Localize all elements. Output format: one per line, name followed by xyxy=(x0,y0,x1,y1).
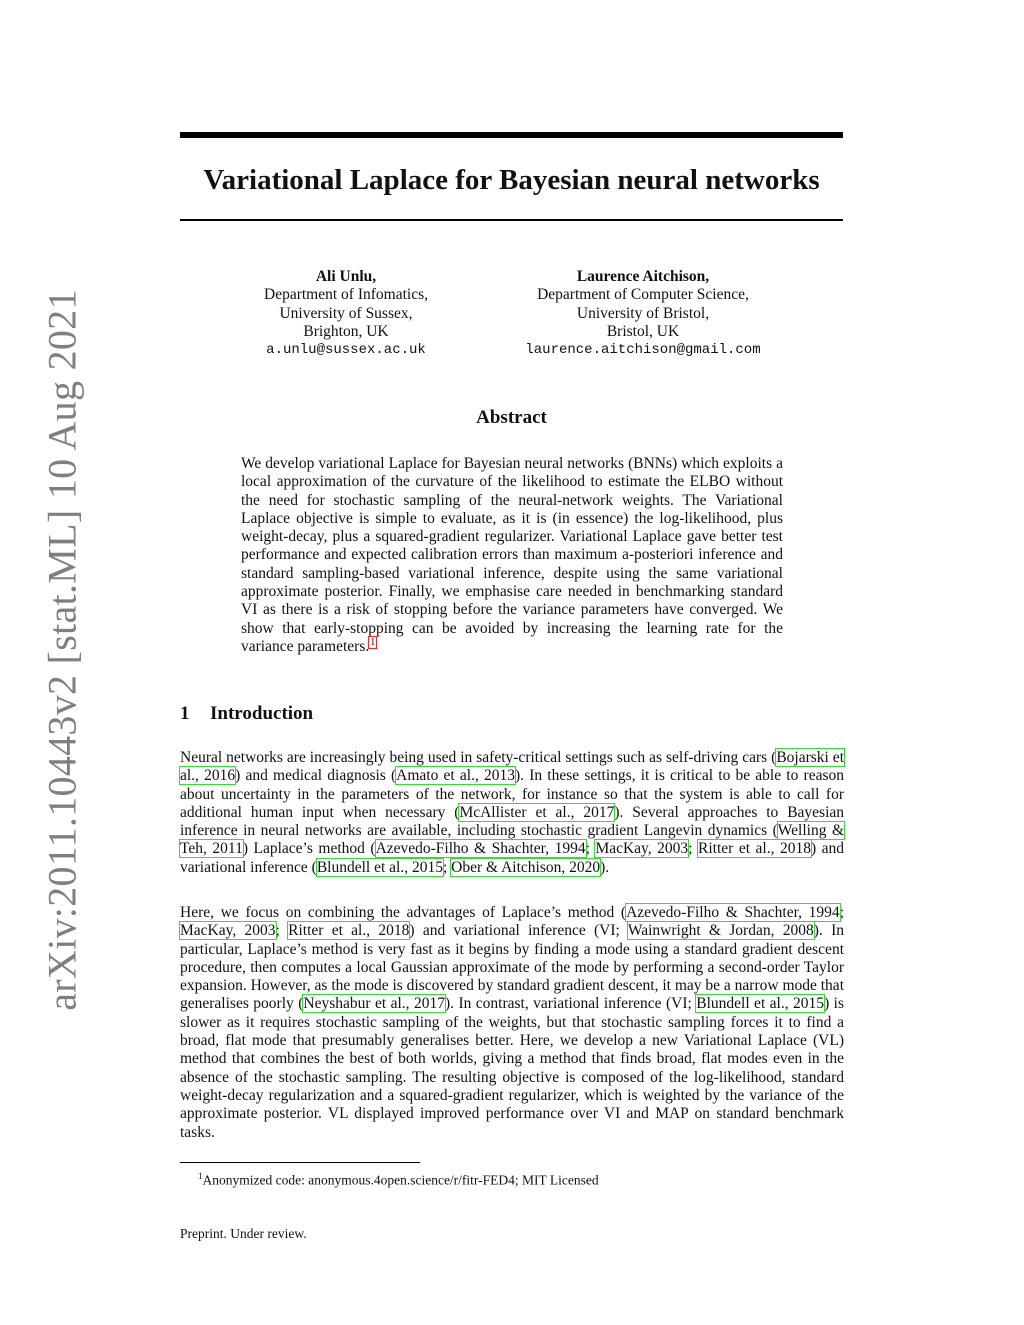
citation-link[interactable]: Azevedo-Filho & Shachter, 1994 xyxy=(626,904,840,921)
author-dept: Department of Infomatics, xyxy=(264,286,428,304)
author-block-2 xyxy=(500,268,786,359)
section-heading-introduction xyxy=(180,702,313,726)
author-city: Bristol, UK xyxy=(606,322,680,340)
footnote-text: Anonymized code: anonymous.4open.science/r/fitr-FED4; MIT Licensed xyxy=(202,1172,599,1188)
arxiv-identifier: arXiv:2011.10443v2 [stat.ML] 10 Aug 2021 xyxy=(39,289,85,1011)
citation-link[interactable]: MacKay, 2003 xyxy=(595,840,689,858)
citation-link[interactable]: Bojarski et al., 2016 xyxy=(180,749,844,785)
paragraph-text: ) is slower as it requires stochastic sampling of the weights, but that stochastic sampling forces it to find a broad, flat mode that presumably generalises better. Here, we develop a new Variational Laplace (VL) method that combines the best of both worlds, giving a method that finds broad, flat modes even in the absence of the stochastic sampling. The resulting objective is composed of the log-likelihood, standard weight-decay regularization and a squared-gradient regularizer, which is weighted by the variance of the approximate posterior. VL displayed improved performance over VI and MAP on standard benchmark tasks. xyxy=(180,995,844,1141)
footnote-rule xyxy=(180,1162,420,1163)
author-dept: Department of Computer Science, xyxy=(537,286,749,304)
author-univ: University of Bristol, xyxy=(576,304,710,322)
citation-link[interactable]: Azevedo-Filho & Shachter, 1994 xyxy=(375,840,586,858)
paper-title: Variational Laplace for Bayesian neural networks xyxy=(203,164,820,196)
citation-link[interactable]: McAllister et al., 2017 xyxy=(459,803,615,821)
paragraph-text: ; xyxy=(442,858,452,876)
citation-link[interactable]: Ritter et al., 2018 xyxy=(698,840,811,858)
intro-paragraph-2 xyxy=(180,904,844,1142)
paragraph-text: ) and variational inference (VI; xyxy=(409,922,628,940)
paragraph-text: Neural networks are increasingly being used in safety-critical settings such as self-driving cars ( xyxy=(180,749,777,766)
paragraph-text: ; xyxy=(688,840,699,858)
paragraph-text: ) Laplace’s method ( xyxy=(242,840,376,858)
citation-link[interactable]: Welling & Teh, 2011 xyxy=(180,822,845,858)
citation-link[interactable]: Neyshabur et al., 2017 xyxy=(303,995,445,1013)
paragraph-text: ; xyxy=(839,904,844,921)
paragraph-text: Here, we focus on combining the advantages of Laplace’s method ( xyxy=(180,904,627,921)
citation-link[interactable]: Blundell et al., 2015 xyxy=(316,858,443,876)
citation-link[interactable]: Blundell et al., 2015 xyxy=(696,995,825,1013)
paragraph-text: ). In particular, Laplace’s method is very fast as it begins by finding a mode using a standard gradient descent procedure, then computes a local Gaussian approximate of the mode by performing a second-order Taylor expansion. However, as the mode is discovered by standard gradient descent, it may be a narrow mode that generalises poorly ( xyxy=(180,922,844,1013)
abstract-heading: Abstract xyxy=(476,407,547,428)
citation-link[interactable]: Wainwright & Jordan, 2008 xyxy=(627,922,814,940)
paragraph-text: ) and variational inference ( xyxy=(180,840,845,876)
footnote-ref-link[interactable]: 1 xyxy=(370,636,376,648)
author-email[interactable]: a.unlu@sussex.ac.uk xyxy=(266,342,426,359)
paragraph-text: ; xyxy=(585,840,596,858)
author-block-1 xyxy=(236,268,456,359)
title-top-rule xyxy=(180,132,843,138)
section-title: Introduction xyxy=(210,703,314,724)
preprint-notice: Preprint. Under review. xyxy=(180,1226,307,1241)
abstract-text: We develop variational Laplace for Bayesian neural networks (BNNs) which exploits a local approximation of the curvature of the likelihood to estimate the ELBO without the need for stochastic sampling of the neural-network weights. The Variational Laplace objective is simple to evaluate, as it is (in essence) the log-likelihood, plus weight-decay, plus a squared-gradient regularizer. Variational Laplace gave better test performance and expected calibration errors than maximum a-posteriori inference and standard sampling-based variational inference, despite using the same variational approximate posterior. Finally, we emphasise care needed in benchmarking standard VI as there is a risk of stopping before the variance parameters have converged. We show that early-stopping can be avoided by increasing the learning rate for the variance parameters. xyxy=(241,455,783,655)
citation-link[interactable]: Ober & Aitchison, 2020 xyxy=(451,858,601,876)
citation-link[interactable]: Ritter et al., 2018 xyxy=(288,922,410,940)
paragraph-text: ). In these settings, it is critical to be able to reason about uncertainty in the parameters of the network, for instance so that the system is able to call for additional human input when necessary ( xyxy=(180,767,844,821)
author-name: Laurence Aitchison, xyxy=(576,268,710,285)
paragraph-text: ; xyxy=(275,922,289,940)
title-bottom-rule xyxy=(180,219,843,221)
citation-link[interactable]: MacKay, 2003 xyxy=(180,922,276,940)
citation-link[interactable]: Amato et al., 2013 xyxy=(396,767,515,785)
paragraph-text: ). Several approaches to Bayesian inference in neural networks are available, including stochastic gradient Langevin dynamics ( xyxy=(180,803,845,840)
footnote xyxy=(198,1168,599,1189)
author-univ: University of Sussex, xyxy=(279,304,413,322)
paragraph-text: ) and medical diagnosis ( xyxy=(235,767,397,785)
intro-paragraph-1 xyxy=(180,749,844,877)
author-city: Brighton, UK xyxy=(303,322,389,340)
section-number: 1 xyxy=(180,703,190,724)
author-name: Ali Unlu, xyxy=(315,268,377,285)
paragraph-text: ). xyxy=(600,858,610,876)
author-email[interactable]: laurence.aitchison@gmail.com xyxy=(525,342,761,359)
abstract-body xyxy=(241,455,783,656)
paragraph-text: ). In contrast, variational inference (VI; xyxy=(444,995,697,1013)
footnote-mark: 1 xyxy=(198,1171,203,1181)
